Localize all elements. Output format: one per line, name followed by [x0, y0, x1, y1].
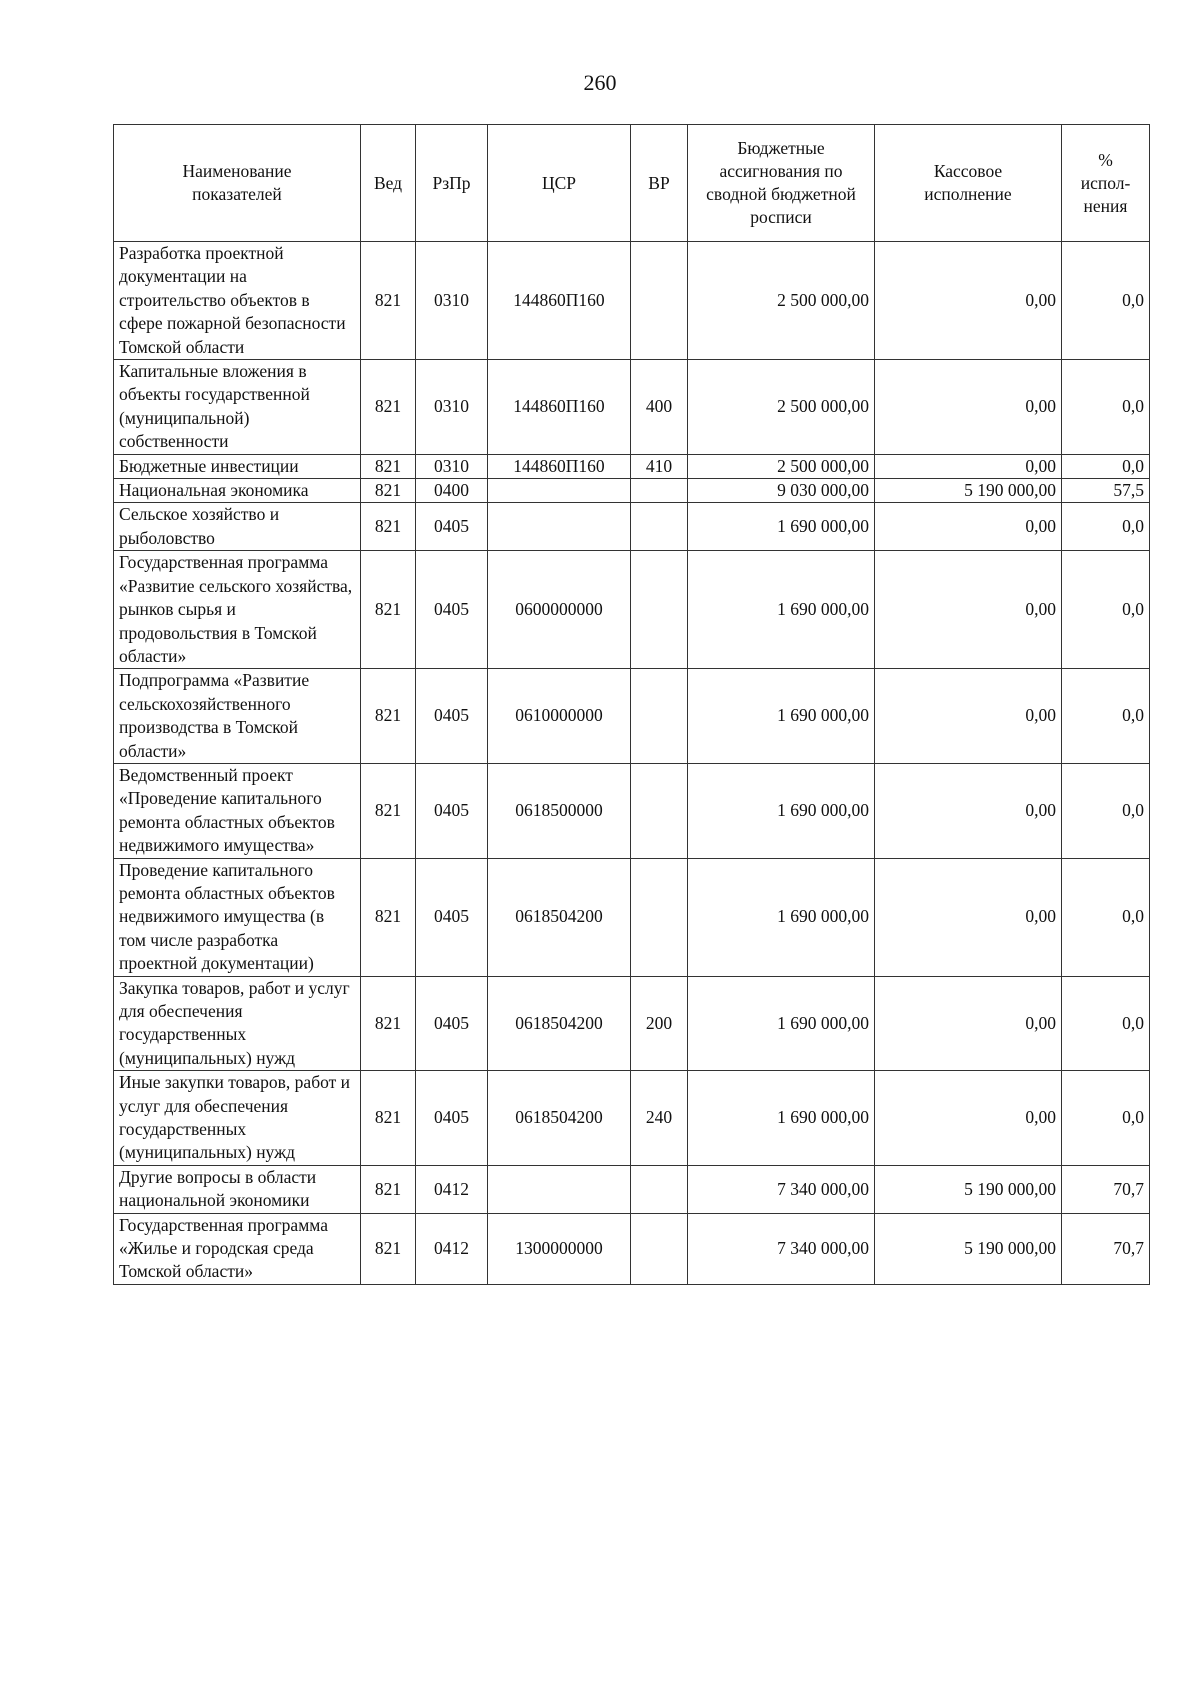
cell-csr: 0618504200 — [488, 858, 631, 976]
header-csr: ЦСР — [488, 125, 631, 242]
cell-cash: 0,00 — [875, 360, 1062, 455]
cell-budget: 2 500 000,00 — [688, 454, 875, 478]
cell-rzpr: 0405 — [416, 669, 488, 764]
cell-budget: 9 030 000,00 — [688, 479, 875, 503]
table-row — [114, 669, 1150, 764]
cell-name: Государственная программа «Развитие сельского хозяйства, рынков сырья и продовольствия в Томской области» — [114, 551, 361, 669]
cell-ved: 821 — [361, 479, 416, 503]
cell-vr — [631, 503, 688, 551]
cell-rzpr: 0400 — [416, 479, 488, 503]
cell-percent: 70,7 — [1062, 1165, 1150, 1213]
cell-ved: 821 — [361, 551, 416, 669]
cell-name: Капитальные вложения в объекты государственной (муниципальной) собственности — [114, 360, 361, 455]
cell-rzpr: 0405 — [416, 503, 488, 551]
cell-name: Разработка проектной документации на строительство объектов в сфере пожарной безопасности Томской области — [114, 242, 361, 360]
cell-ved: 821 — [361, 976, 416, 1071]
table-header-row — [114, 125, 1150, 242]
cell-ved: 821 — [361, 669, 416, 764]
header-ved: Вед — [361, 125, 416, 242]
cell-percent: 57,5 — [1062, 479, 1150, 503]
table-row — [114, 454, 1150, 478]
cell-budget: 1 690 000,00 — [688, 1071, 875, 1166]
cell-csr — [488, 479, 631, 503]
cell-cash: 0,00 — [875, 503, 1062, 551]
cell-rzpr: 0405 — [416, 551, 488, 669]
cell-cash: 0,00 — [875, 858, 1062, 976]
cell-ved: 821 — [361, 360, 416, 455]
cell-name: Сельское хозяйство и рыболовство — [114, 503, 361, 551]
cell-rzpr: 0405 — [416, 976, 488, 1071]
table-row — [114, 242, 1150, 360]
cell-vr: 410 — [631, 454, 688, 478]
cell-csr: 144860П160 — [488, 242, 631, 360]
cell-vr — [631, 669, 688, 764]
cell-ved: 821 — [361, 858, 416, 976]
cell-budget: 1 690 000,00 — [688, 503, 875, 551]
cell-ved: 821 — [361, 242, 416, 360]
cell-cash: 0,00 — [875, 242, 1062, 360]
cell-percent: 0,0 — [1062, 976, 1150, 1071]
cell-rzpr: 0310 — [416, 242, 488, 360]
cell-rzpr: 0405 — [416, 763, 488, 858]
cell-rzpr: 0405 — [416, 1071, 488, 1166]
cell-vr — [631, 1213, 688, 1284]
cell-csr: 144860П160 — [488, 454, 631, 478]
cell-name: Национальная экономика — [114, 479, 361, 503]
header-vr: ВР — [631, 125, 688, 242]
table-row — [114, 360, 1150, 455]
cell-vr — [631, 242, 688, 360]
cell-percent: 0,0 — [1062, 763, 1150, 858]
header-budget: Бюджетные ассигнования по сводной бюджетной росписи — [688, 125, 875, 242]
table-row — [114, 858, 1150, 976]
cell-rzpr: 0310 — [416, 360, 488, 455]
cell-percent: 0,0 — [1062, 360, 1150, 455]
cell-csr: 0610000000 — [488, 669, 631, 764]
cell-percent: 0,0 — [1062, 503, 1150, 551]
cell-budget: 1 690 000,00 — [688, 551, 875, 669]
cell-cash: 5 190 000,00 — [875, 1213, 1062, 1284]
cell-name: Государственная программа «Жилье и городская среда Томской области» — [114, 1213, 361, 1284]
cell-rzpr: 0412 — [416, 1213, 488, 1284]
cell-ved: 821 — [361, 1213, 416, 1284]
cell-cash: 5 190 000,00 — [875, 1165, 1062, 1213]
header-percent: % испол-нения — [1062, 125, 1150, 242]
cell-budget: 7 340 000,00 — [688, 1165, 875, 1213]
cell-csr — [488, 503, 631, 551]
cell-budget: 1 690 000,00 — [688, 858, 875, 976]
cell-ved: 821 — [361, 454, 416, 478]
table-row — [114, 976, 1150, 1071]
table-row — [114, 1213, 1150, 1284]
cell-cash: 0,00 — [875, 669, 1062, 764]
cell-percent: 0,0 — [1062, 1071, 1150, 1166]
cell-name: Проведение капитального ремонта областных объектов недвижимого имущества (в том числе разработка проектной документации) — [114, 858, 361, 976]
cell-percent: 0,0 — [1062, 242, 1150, 360]
cell-cash: 0,00 — [875, 1071, 1062, 1166]
cell-csr: 144860П160 — [488, 360, 631, 455]
cell-csr — [488, 1165, 631, 1213]
cell-budget: 1 690 000,00 — [688, 669, 875, 764]
table-row — [114, 1071, 1150, 1166]
cell-vr — [631, 858, 688, 976]
cell-vr: 400 — [631, 360, 688, 455]
cell-name: Другие вопросы в области национальной экономики — [114, 1165, 361, 1213]
cell-budget: 7 340 000,00 — [688, 1213, 875, 1284]
cell-percent: 0,0 — [1062, 551, 1150, 669]
cell-ved: 821 — [361, 1071, 416, 1166]
cell-cash: 0,00 — [875, 454, 1062, 478]
cell-rzpr: 0412 — [416, 1165, 488, 1213]
table-row — [114, 479, 1150, 503]
cell-csr: 0618504200 — [488, 976, 631, 1071]
cell-vr — [631, 551, 688, 669]
cell-percent: 0,0 — [1062, 669, 1150, 764]
cell-csr: 0618500000 — [488, 763, 631, 858]
table-row — [114, 1165, 1150, 1213]
cell-rzpr: 0405 — [416, 858, 488, 976]
cell-percent: 70,7 — [1062, 1213, 1150, 1284]
cell-name: Подпрограмма «Развитие сельскохозяйственного производства в Томской области» — [114, 669, 361, 764]
cell-ved: 821 — [361, 763, 416, 858]
page-number: 260 — [583, 70, 617, 95]
cell-budget: 2 500 000,00 — [688, 360, 875, 455]
cell-budget: 1 690 000,00 — [688, 763, 875, 858]
cell-cash: 5 190 000,00 — [875, 479, 1062, 503]
table-row — [114, 551, 1150, 669]
cell-name: Закупка товаров, работ и услуг для обеспечения государственных (муниципальных) нужд — [114, 976, 361, 1071]
cell-vr — [631, 1165, 688, 1213]
table-row — [114, 503, 1150, 551]
cell-rzpr: 0310 — [416, 454, 488, 478]
cell-cash: 0,00 — [875, 976, 1062, 1071]
cell-vr: 200 — [631, 976, 688, 1071]
cell-ved: 821 — [361, 503, 416, 551]
header-name: Наименование показателей — [114, 125, 361, 242]
cell-percent: 0,0 — [1062, 858, 1150, 976]
cell-name: Бюджетные инвестиции — [114, 454, 361, 478]
cell-cash: 0,00 — [875, 763, 1062, 858]
table-row — [114, 763, 1150, 858]
cell-csr: 1300000000 — [488, 1213, 631, 1284]
cell-vr — [631, 763, 688, 858]
cell-vr: 240 — [631, 1071, 688, 1166]
header-rzpr: РзПр — [416, 125, 488, 242]
cell-cash: 0,00 — [875, 551, 1062, 669]
cell-csr: 0618504200 — [488, 1071, 631, 1166]
cell-percent: 0,0 — [1062, 454, 1150, 478]
cell-vr — [631, 479, 688, 503]
budget-execution-table — [113, 124, 1150, 1285]
header-cash: Кассовое исполнение — [875, 125, 1062, 242]
cell-budget: 2 500 000,00 — [688, 242, 875, 360]
cell-name: Ведомственный проект «Проведение капитального ремонта областных объектов недвижимого имущества» — [114, 763, 361, 858]
cell-ved: 821 — [361, 1165, 416, 1213]
cell-name: Иные закупки товаров, работ и услуг для обеспечения государственных (муниципальных) нужд — [114, 1071, 361, 1166]
cell-csr: 0600000000 — [488, 551, 631, 669]
cell-budget: 1 690 000,00 — [688, 976, 875, 1071]
